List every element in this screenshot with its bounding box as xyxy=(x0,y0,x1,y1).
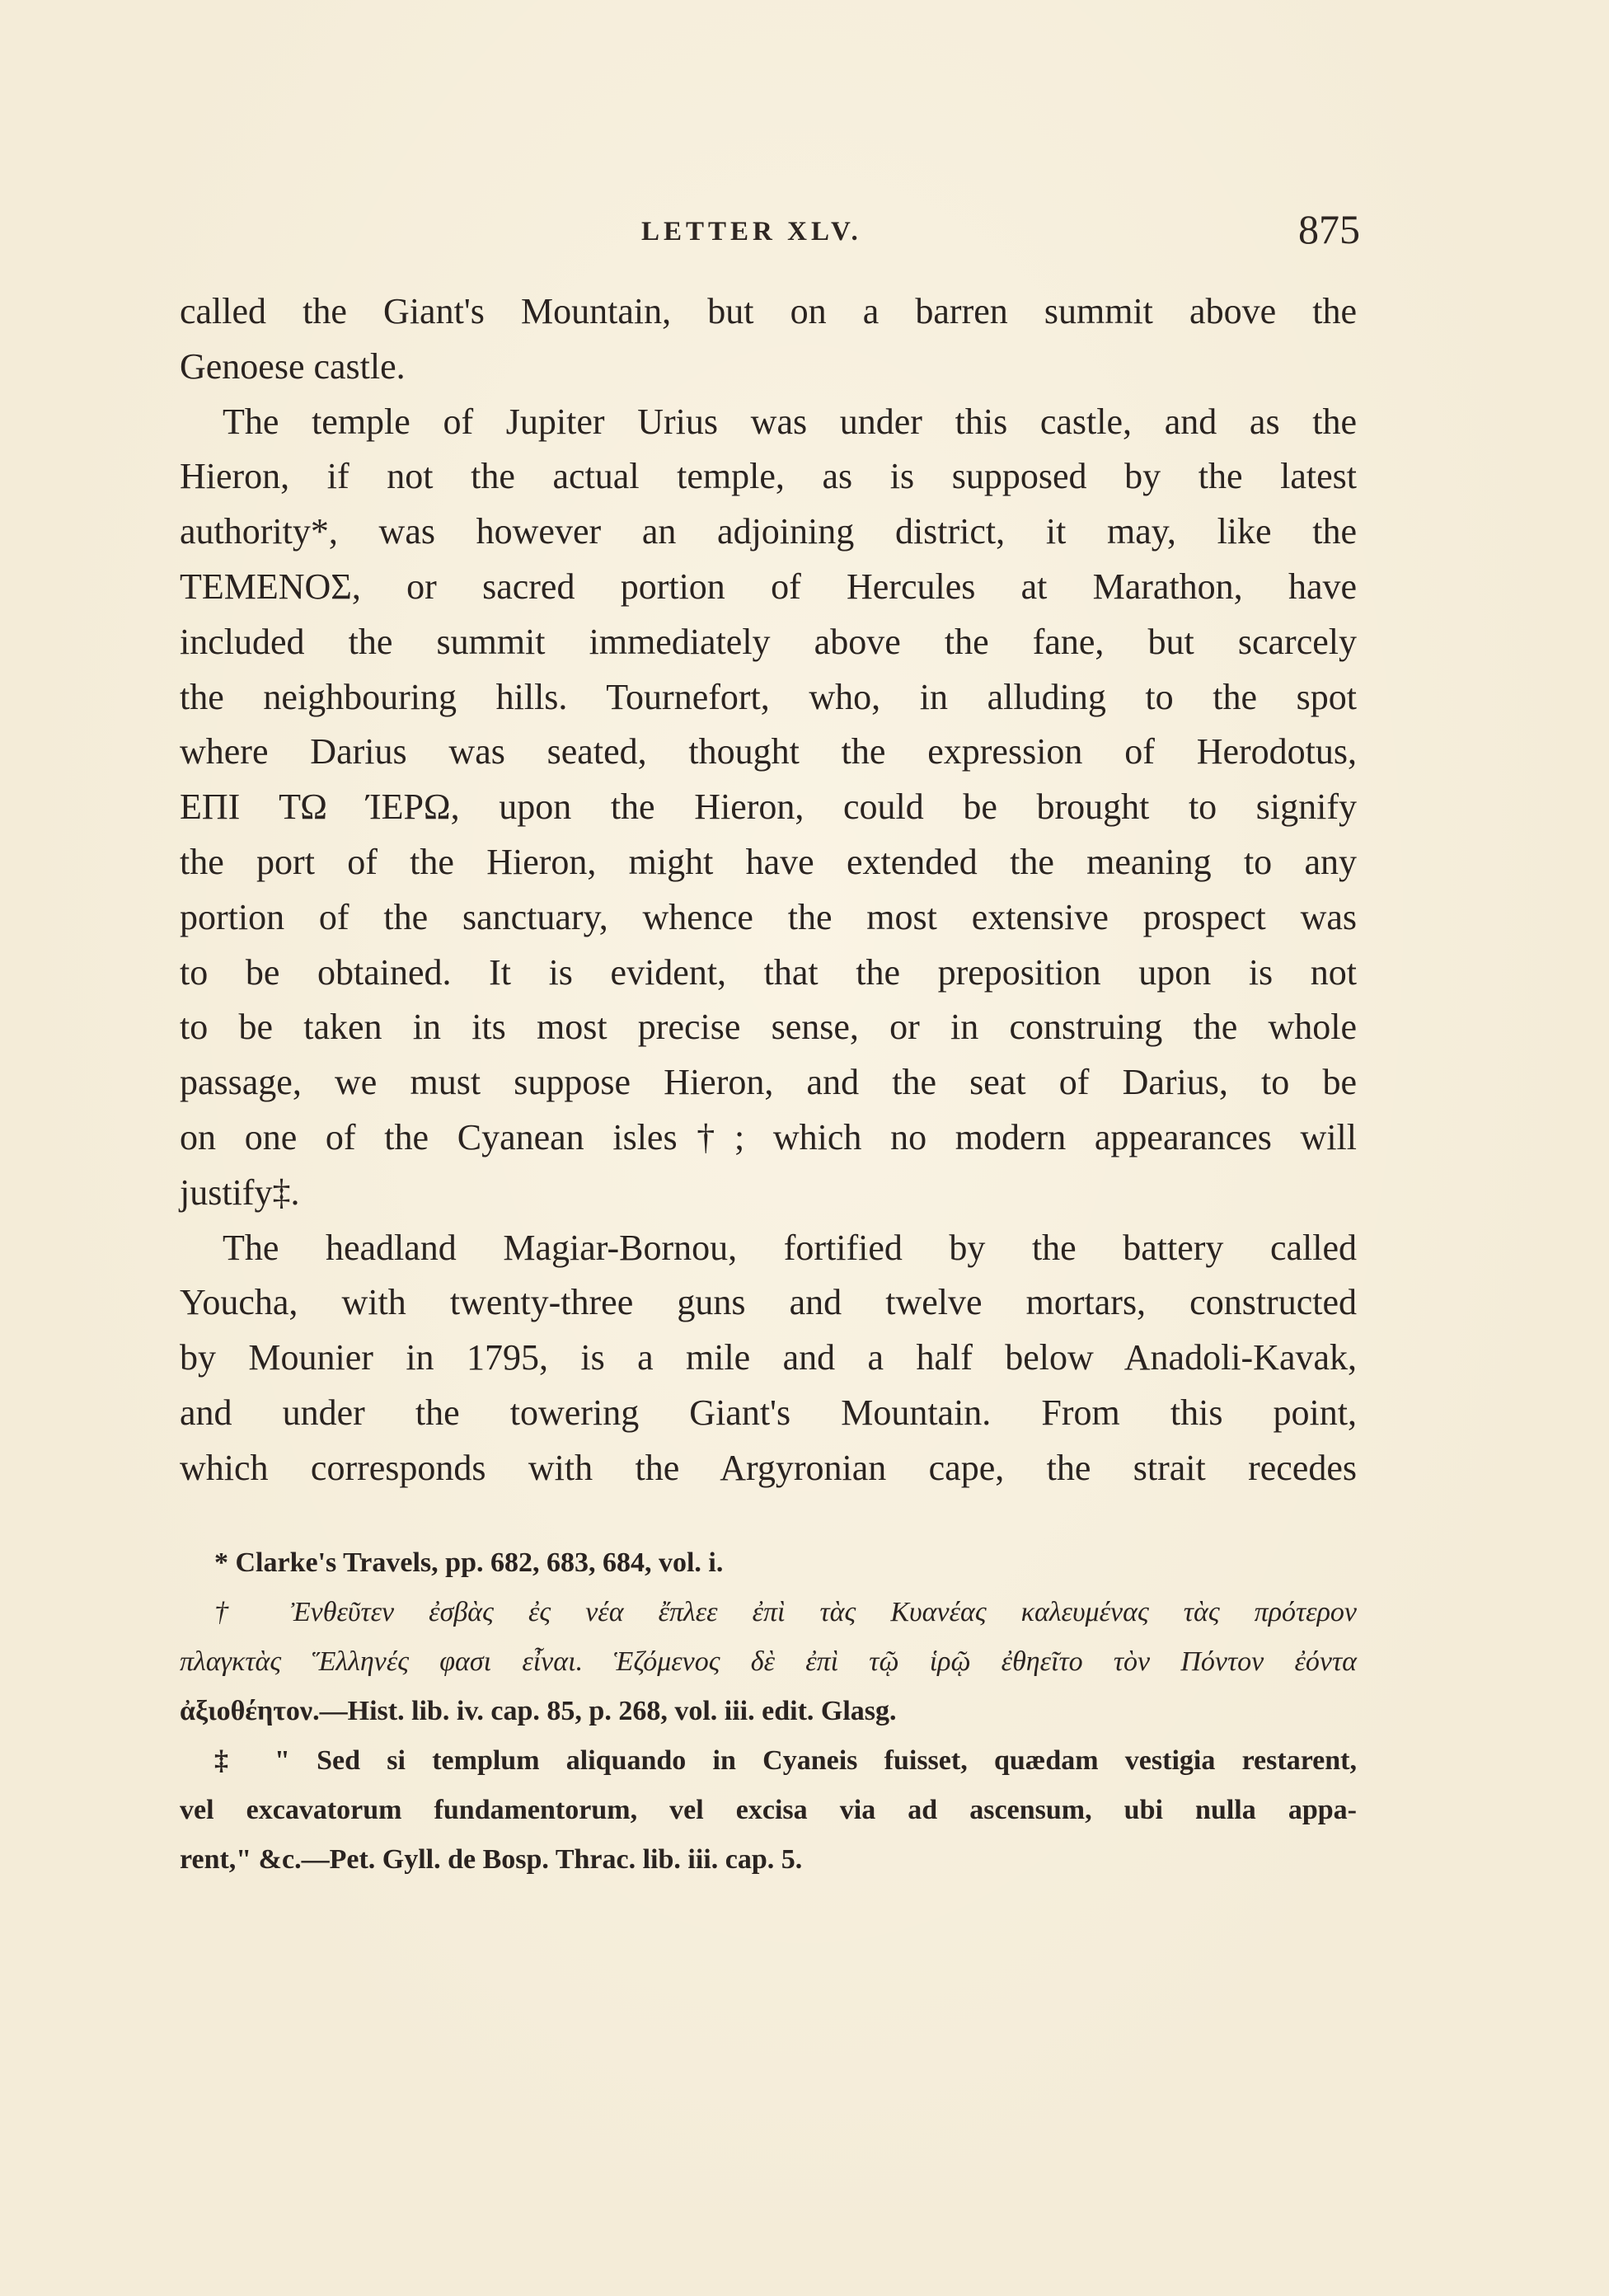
text-line: portion of the sanctuary, whence the most extensive prospect was xyxy=(180,896,1357,937)
footnote-line: πλαγκτὰς Ἕλληνές φασι εἶναι. Ἑζόμενος δὲ ἐπὶ τῷ ἱρῷ ἐθηεῖτο τὸν Πόντον ἐόντα xyxy=(180,1646,1357,1677)
text-line: and under the towering Giant's Mountain. From this point, xyxy=(180,1392,1357,1433)
page-header xyxy=(180,202,1360,260)
page-number: 875 xyxy=(1298,206,1360,252)
running-head: LETTER XLV. xyxy=(641,217,862,247)
footnote-line: † Ἐνθεῦτεν ἐσβὰς ἐς νέα ἔπλεε ἐπὶ τὰς Κυανέας καλευμένας τὰς πρότερον xyxy=(214,1597,1357,1627)
text-line: ΕΠΙ ΤΩ ΊΕΡΩ, upon the Hieron, could be brought to signify xyxy=(180,786,1357,828)
footnote-line: ‡ " Sed si templum aliquando in Cyaneis fuisset, quædam vestigia restarent, xyxy=(214,1745,1357,1776)
body-text xyxy=(180,284,1357,1496)
footnote-line: vel excavatorum fundamentorum, vel excisa via ad ascensum, ubi nulla appa- xyxy=(180,1795,1357,1825)
text-line: on one of the Cyanean isles†; which no modern appearances will xyxy=(180,1116,1357,1157)
text-line: Hieron, if not the actual temple, as is supposed by the latest xyxy=(180,456,1357,497)
text-line: to be taken in its most precise sense, or in construing the whole xyxy=(180,1007,1357,1048)
footnotes xyxy=(180,1538,1357,1885)
text-line: Genoese castle. xyxy=(180,345,406,387)
footnote-line: * Clarke's Travels, pp. 682, 683, 684, vol. i. xyxy=(214,1547,724,1578)
text-line: by Mounier in 1795, is a mile and a half below Anadoli-Kavak, xyxy=(180,1337,1357,1378)
text-line: the port of the Hieron, might have extended the meaning to any xyxy=(180,841,1357,882)
footnote-line: ἀξιοθέητον.—Hist. lib. iv. cap. 85, p. 268, vol. iii. edit. Glasg. xyxy=(180,1696,897,1726)
text-line: the neighbouring hills. Tournefort, who, in alluding to the spot xyxy=(180,676,1357,717)
text-line: where Darius was seated, thought the expression of Herodotus, xyxy=(180,731,1357,772)
text-line: authority*, was however an adjoining district, it may, like the xyxy=(180,511,1357,552)
text-line: The headland Magiar-Bornou, fortified by the battery called xyxy=(223,1227,1357,1268)
text-line: justify‡. xyxy=(180,1171,300,1213)
text-line: Youcha, with twenty-three guns and twelve mortars, constructed xyxy=(180,1282,1357,1323)
text-line: TEMENOΣ, or sacred portion of Hercules at Marathon, have xyxy=(180,566,1357,607)
text-line: called the Giant's Mountain, but on a barren summit above the xyxy=(180,291,1357,331)
text-line: passage, we must suppose Hieron, and the seat of Darius, to be xyxy=(180,1062,1357,1103)
text-line: which corresponds with the Argyronian cape, the strait recedes xyxy=(180,1447,1357,1488)
text-line: included the summit immediately above the fane, but scarcely xyxy=(180,621,1357,662)
text-line: The temple of Jupiter Urius was under this castle, and as the xyxy=(223,401,1357,442)
footnote-line: rent," &c.—Pet. Gyll. de Bosp. Thrac. lib. iii. cap. 5. xyxy=(180,1844,803,1875)
text-line: to be obtained. It is evident, that the preposition upon is not xyxy=(180,951,1357,993)
